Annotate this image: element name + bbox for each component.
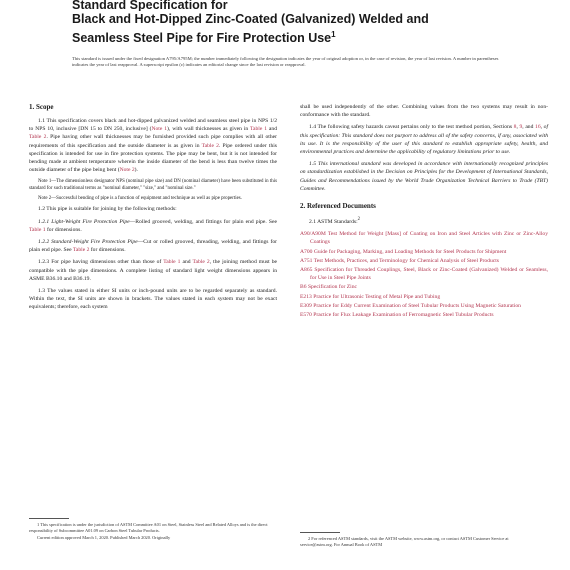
footnote-1: 1 This specification is under the jurisdiction of ASTM Committee A01 on Steel, Stainless Steel and Related Alloys and is the direct responsibility of Subcommittee A01.09 on Carbon Steel Tubular Products. <box>29 522 268 533</box>
title-line-2: Black and Hot-Dipped Zinc-Coated (Galvanized) Welded and <box>72 12 429 26</box>
reference-item[interactable]: A751 Test Methods, Practices, and Terminology for Chemical Analysis of Steel Products <box>300 257 499 264</box>
note-2: Note 2—Successful bending of pipe is a function of equipment and technique as well as pipe properties. <box>38 196 242 202</box>
note-1-link[interactable]: Note 1 <box>151 126 168 133</box>
table-2-link[interactable]: Table 2 <box>192 259 210 266</box>
reference-item[interactable]: E570 Practice for Flux Leakage Examination of Ferromagnetic Steel Tubular Products <box>300 311 494 318</box>
para-1-2: 1.2 This pipe is suitable for joining by the following methods: <box>38 206 177 213</box>
footnote-left <box>29 522 277 542</box>
references-heading: 2. Referenced Documents <box>300 202 376 211</box>
reference-item[interactable]: E213 Practice for Ultrasonic Testing of Metal Pipe and Tubing <box>300 293 441 300</box>
footnote-2: 2 For referenced ASTM standards, visit the ASTM website, www.astm.org, or contact ASTM Customer Service at service@astm.org. For Annual Book of ASTM <box>300 536 509 547</box>
standard-designation-note: This standard is issued under the fixed designation A795/A795M; the number immediately following the designation indicates the year of original adoption or, in the case of revision, the year of last revision. A number in parentheses indicates the year of last reapproval. A superscript epsilon (ε) indicates an editorial change since the last revision or reapproval. <box>72 56 499 67</box>
para-1-1: 1.1 This specification covers black and hot-dipped galvanized welded and seamless steel pipe in NPS 1/2 to NPS 10, inclusive [DN 15 to DN 250, inclusive] (Note 1), with wall thicknesses as given in Table 1 and Table 2. Pipe having other wall thicknesses may be furnished provided such pipe complies with all other requirements of this specification and the outside diameter is as given in Table 2. Pipe ordered under this specification is intended for use in fire protection systems. The pipe may be bent, but it is not intended for bending made at ambient temperature wherein the inside diameter of the bend is less than twelve times the outside diameter of the pipe being bent (Note 2). <box>29 118 277 174</box>
reference-list <box>300 230 548 319</box>
section-9-link[interactable]: 9 <box>519 124 523 131</box>
reference-item[interactable]: A90/A90M Test Method for Weight [Mass] of Coating on Iron and Steel Articles with Zinc or Zinc-Alloy Coatings <box>300 231 548 246</box>
footnote-right <box>300 536 541 549</box>
table-2-link[interactable]: Table 2 <box>72 247 90 254</box>
section-8-link[interactable]: 8 <box>513 124 517 131</box>
para-1-2-1: 1.2.1 Light-Weight Fire Protection Pipe—Rolled grooved, welding, and fittings for plain end pipe. See Table 1 for dimensions. <box>29 218 277 233</box>
table-2-link[interactable]: Table 2 <box>201 142 219 149</box>
table-1-link[interactable]: Table 1 <box>29 226 46 233</box>
note-1: Note 1—The dimensionless designator NPS (nominal pipe size) and DN (nominal diameter) have been substituted in this standard for such traditional terms as "nominal diameter," "size," and "nominal size." <box>29 179 277 192</box>
para-1-3: 1.3 The values stated in either SI units or inch-pound units are to be regarded separately as standard. Within the text, the SI units are shown in brackets. The values stated in each system may not be exact equivalents; therefore, each system <box>29 288 277 311</box>
reference-item[interactable]: A865 Specification for Threaded Couplings, Steel, Black or Zinc-Coated (Galvanized) Welded or Seamless, for Use in Steel Pipe Joints <box>300 266 548 282</box>
section-16-link[interactable]: 16 <box>535 124 541 131</box>
table-2-link[interactable]: Table 2 <box>29 134 47 141</box>
title-line-1: Standard Specification for <box>72 0 228 11</box>
para-1-2-3: 1.2.3 For pipe having dimensions other than those of Table 1 and Table 2, the joining method must be compatible with the pipe dimensions. A complete listing of standard light weight dimensions appears in ASME B36.10 and B36.19. <box>29 259 278 282</box>
para-1-3-continued: shall be used independently of the other. Combining values from the two systems may result in non-conformance with the standard. <box>300 104 548 119</box>
title-footnote-mark: 1 <box>331 30 336 39</box>
footnote-rule <box>300 532 340 533</box>
right-column <box>300 103 548 320</box>
table-1-link[interactable]: Table 1 <box>249 126 268 133</box>
references-intro: 2.1 ASTM Standards:$^2$ <box>309 217 360 225</box>
note-2-link[interactable]: Note 2 <box>119 167 135 174</box>
reference-item[interactable]: B6 Specification for Zinc <box>300 284 358 291</box>
title-line-3: Seamless Steel Pipe for Fire Protection Use$^1$ <box>72 30 336 46</box>
reference-item[interactable]: E309 Practice for Eddy Current Examination of Steel Tubular Products Using Magnetic Saturation <box>300 302 521 309</box>
para-1-5: 1.5 This international standard was developed in accordance with internationally recognized principles on standardization established in the Decision on Principles for the Development of International Standards, Guides and Recommendations issued by the World Trade Organization Technical Barriers to Trade (TBT) Committee. <box>300 161 548 192</box>
footnote-rule <box>29 518 69 519</box>
document-title <box>72 0 512 46</box>
references-footnote-mark: 2 <box>357 217 360 223</box>
scope-heading: 1. Scope <box>29 103 54 111</box>
para-1-4: 1.4 The following safety hazards caveat pertains only to the test method portion, Sections 8, 9, and 16, of this specification: This standard does not purport to address all of the safety concerns, if any, associated with its use. It is the responsibility of the user of this standard to establish appropriate safety, health, and environmental practices and determine the applicability of regulatory limitations prior to use. <box>300 124 548 156</box>
footnote-1-edition: Current edition approved March 1, 2020. Published March 2020. Originally <box>37 535 171 540</box>
para-1-2-2: 1.2.2 Standard-Weight Fire Protection Pipe—Cut or rolled grooved, threading, welding, and fittings for plain end pipe. See Table 2 for dimensions. <box>29 239 277 254</box>
table-1-link[interactable]: Table 1 <box>163 259 181 266</box>
left-column <box>29 103 277 316</box>
reference-item[interactable]: A700 Guide for Packaging, Marking, and Loading Methods for Steel Products for Shipment <box>300 248 507 255</box>
